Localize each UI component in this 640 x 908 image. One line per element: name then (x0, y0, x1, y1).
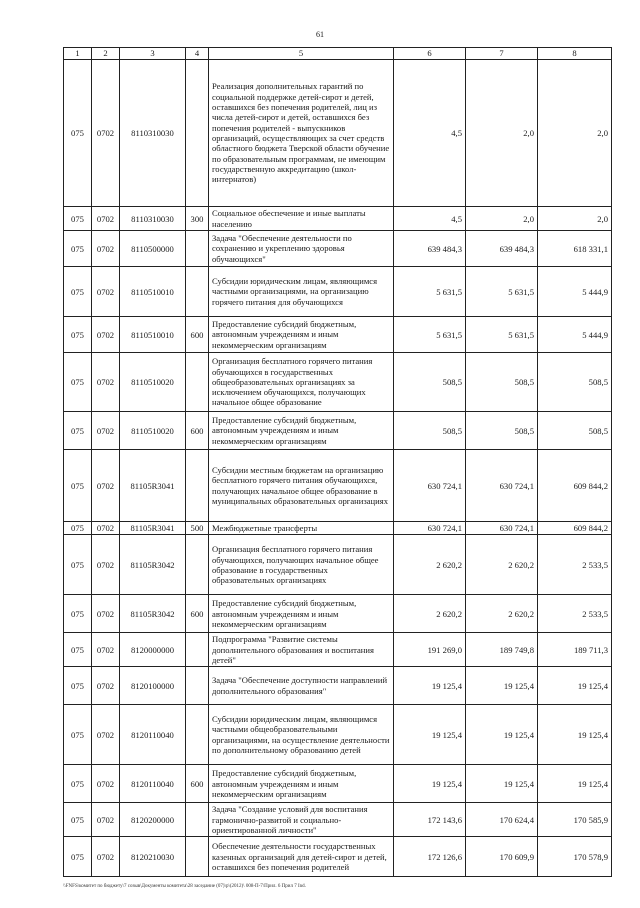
admin-code: 075 (64, 803, 92, 837)
expense-type: 300 (186, 207, 209, 231)
amount-col7: 508,5 (466, 412, 538, 450)
admin-code: 075 (64, 450, 92, 522)
admin-code: 075 (64, 765, 92, 803)
col-header-6: 6 (394, 48, 466, 60)
description: Субсидии юридическим лицам, являющимся частными организациями, на организацию горячего питания для обучающихся (209, 267, 394, 317)
amount-col6: 19 125,4 (394, 765, 466, 803)
amount-col7: 5 631,5 (466, 317, 538, 353)
amount-col7: 170 609,9 (466, 837, 538, 877)
section-code: 0702 (92, 231, 120, 267)
amount-col7: 5 631,5 (466, 267, 538, 317)
target-code: 8110510020 (120, 353, 186, 412)
table-row (64, 837, 612, 877)
amount-col7: 2,0 (466, 207, 538, 231)
expense-type (186, 450, 209, 522)
expense-type: 600 (186, 317, 209, 353)
description: Реализация дополнительных гарантий по социальной поддержке детей-сирот и детей, оставшихся без попечения родителей, лиц из числа детей-сирот и детей, оставшихся без попечения родителей - выпускников организаций, осуществляющих за счет средств областного бюджета Тверской области обучение по образовательным программам, не имеющим государственную аккредитацию (школ-интернатов) (209, 60, 394, 207)
target-code: 8120200000 (120, 803, 186, 837)
budget-table (63, 47, 612, 877)
target-code: 8110310030 (120, 60, 186, 207)
amount-col6: 2 620,2 (394, 595, 466, 633)
amount-col8: 19 125,4 (538, 765, 612, 803)
expense-type: 600 (186, 595, 209, 633)
table-row (64, 267, 612, 317)
admin-code: 075 (64, 231, 92, 267)
target-code: 8120110040 (120, 765, 186, 803)
table-row (64, 412, 612, 450)
table-row (64, 207, 612, 231)
section-code: 0702 (92, 705, 120, 765)
amount-col7: 639 484,3 (466, 231, 538, 267)
amount-col8: 609 844,2 (538, 522, 612, 535)
amount-col6: 630 724,1 (394, 522, 466, 535)
amount-col6: 2 620,2 (394, 535, 466, 595)
amount-col7: 630 724,1 (466, 522, 538, 535)
description: Задача "Обеспечение доступности направлений дополнительного образования" (209, 667, 394, 705)
expense-type: 600 (186, 412, 209, 450)
target-code: 81105R3042 (120, 595, 186, 633)
amount-col7: 2,0 (466, 60, 538, 207)
col-header-4: 4 (186, 48, 209, 60)
amount-col8: 189 711,3 (538, 633, 612, 667)
amount-col7: 170 624,4 (466, 803, 538, 837)
target-code: 8120100000 (120, 667, 186, 705)
amount-col8: 170 585,9 (538, 803, 612, 837)
expense-type (186, 705, 209, 765)
target-code: 8120000000 (120, 633, 186, 667)
table-row (64, 803, 612, 837)
section-code: 0702 (92, 317, 120, 353)
section-code: 0702 (92, 633, 120, 667)
section-code: 0702 (92, 60, 120, 207)
amount-col8: 2 533,5 (538, 595, 612, 633)
admin-code: 075 (64, 535, 92, 595)
amount-col8: 508,5 (538, 412, 612, 450)
target-code: 8110510010 (120, 317, 186, 353)
amount-col6: 19 125,4 (394, 667, 466, 705)
target-code: 8120210030 (120, 837, 186, 877)
amount-col7: 2 620,2 (466, 595, 538, 633)
amount-col7: 508,5 (466, 353, 538, 412)
amount-col8: 2 533,5 (538, 535, 612, 595)
description: Социальное обеспечение и иные выплаты населению (209, 207, 394, 231)
amount-col6: 5 631,5 (394, 317, 466, 353)
amount-col8: 618 331,1 (538, 231, 612, 267)
amount-col7: 630 724,1 (466, 450, 538, 522)
col-header-3: 3 (120, 48, 186, 60)
target-code: 8110310030 (120, 207, 186, 231)
col-header-1: 1 (64, 48, 92, 60)
amount-col7: 19 125,4 (466, 705, 538, 765)
description: Организация бесплатного горячего питания обучающихся в государственных общеобразовательных организациях за исключением обучающихся, получающих начальное общее образование (209, 353, 394, 412)
amount-col6: 191 269,0 (394, 633, 466, 667)
amount-col6: 5 631,5 (394, 267, 466, 317)
amount-col8: 170 578,9 (538, 837, 612, 877)
table-row (64, 450, 612, 522)
expense-type: 500 (186, 522, 209, 535)
amount-col7: 19 125,4 (466, 765, 538, 803)
amount-col6: 172 143,6 (394, 803, 466, 837)
description: Предоставление субсидий бюджетным, автономным учреждениям и иным некоммерческим организациям (209, 765, 394, 803)
table-row (64, 667, 612, 705)
target-code: 8120110040 (120, 705, 186, 765)
col-header-8: 8 (538, 48, 612, 60)
section-code: 0702 (92, 765, 120, 803)
col-header-5: 5 (209, 48, 394, 60)
file-path-footer: \\FNFS\комитет по бюджету\7 созыв\Документы комитета\28 заседание (07)\р\(2012)\ 008-П-7\Прил. 6 Прил 7 Ind. (63, 884, 306, 889)
expense-type (186, 535, 209, 595)
col-header-7: 7 (466, 48, 538, 60)
target-code: 81105R3041 (120, 522, 186, 535)
description: Межбюджетные трансферты (209, 522, 394, 535)
description: Предоставление субсидий бюджетным, автономным учреждениям и иным некоммерческим организациям (209, 412, 394, 450)
expense-type (186, 803, 209, 837)
amount-col6: 172 126,6 (394, 837, 466, 877)
amount-col6: 4,5 (394, 60, 466, 207)
amount-col8: 508,5 (538, 353, 612, 412)
admin-code: 075 (64, 207, 92, 231)
section-code: 0702 (92, 595, 120, 633)
header-row (64, 48, 612, 60)
admin-code: 075 (64, 267, 92, 317)
amount-col6: 508,5 (394, 412, 466, 450)
expense-type: 600 (186, 765, 209, 803)
admin-code: 075 (64, 60, 92, 207)
section-code: 0702 (92, 522, 120, 535)
description: Субсидии юридическим лицам, являющимся частными общеобразовательными организациями, на осуществление деятельности по дополнительному образованию детей (209, 705, 394, 765)
col-header-2: 2 (92, 48, 120, 60)
section-code: 0702 (92, 353, 120, 412)
amount-col7: 19 125,4 (466, 667, 538, 705)
amount-col8: 5 444,9 (538, 317, 612, 353)
target-code: 8110510010 (120, 267, 186, 317)
description: Подпрограмма "Развитие системы дополнительного образования и воспитания детей" (209, 633, 394, 667)
target-code: 8110510020 (120, 412, 186, 450)
amount-col8: 5 444,9 (538, 267, 612, 317)
table-row (64, 231, 612, 267)
amount-col6: 508,5 (394, 353, 466, 412)
section-code: 0702 (92, 267, 120, 317)
table-row (64, 705, 612, 765)
page-number: 61 (316, 30, 324, 39)
expense-type (186, 667, 209, 705)
description: Организация бесплатного горячего питания обучающихся, получающих начальное общее образование в государственных образовательных организациях (209, 535, 394, 595)
amount-col6: 19 125,4 (394, 705, 466, 765)
table-row (64, 317, 612, 353)
table-row (64, 633, 612, 667)
admin-code: 075 (64, 317, 92, 353)
amount-col8: 19 125,4 (538, 667, 612, 705)
description: Задача "Обеспечение деятельности по сохранению и укреплению здоровья обучающихся" (209, 231, 394, 267)
admin-code: 075 (64, 412, 92, 450)
expense-type (186, 837, 209, 877)
admin-code: 075 (64, 522, 92, 535)
amount-col8: 609 844,2 (538, 450, 612, 522)
amount-col6: 4,5 (394, 207, 466, 231)
expense-type (186, 353, 209, 412)
amount-col8: 2,0 (538, 60, 612, 207)
table-row (64, 765, 612, 803)
expense-type (186, 60, 209, 207)
section-code: 0702 (92, 412, 120, 450)
admin-code: 075 (64, 705, 92, 765)
amount-col8: 2,0 (538, 207, 612, 231)
admin-code: 075 (64, 837, 92, 877)
section-code: 0702 (92, 667, 120, 705)
table-row (64, 535, 612, 595)
description: Обеспечение деятельности государственных казенных организаций для детей-сирот и детей, оставшихся без попечения родителей (209, 837, 394, 877)
admin-code: 075 (64, 595, 92, 633)
target-code: 81105R3042 (120, 535, 186, 595)
admin-code: 075 (64, 633, 92, 667)
admin-code: 075 (64, 353, 92, 412)
expense-type (186, 231, 209, 267)
table-row (64, 60, 612, 207)
amount-col6: 630 724,1 (394, 450, 466, 522)
table-row (64, 595, 612, 633)
expense-type (186, 633, 209, 667)
section-code: 0702 (92, 803, 120, 837)
section-code: 0702 (92, 450, 120, 522)
description: Субсидии местным бюджетам на организацию бесплатного горячего питания обучающихся, получающих начальное общее образование в муниципальных образовательных организациях (209, 450, 394, 522)
target-code: 81105R3041 (120, 450, 186, 522)
section-code: 0702 (92, 837, 120, 877)
table-row (64, 353, 612, 412)
admin-code: 075 (64, 667, 92, 705)
description: Предоставление субсидий бюджетным, автономным учреждениям и иным некоммерческим организациям (209, 595, 394, 633)
description: Предоставление субсидий бюджетным, автономным учреждениям и иным некоммерческим организациям (209, 317, 394, 353)
amount-col6: 639 484,3 (394, 231, 466, 267)
table-row (64, 522, 612, 535)
amount-col7: 2 620,2 (466, 535, 538, 595)
amount-col7: 189 749,8 (466, 633, 538, 667)
section-code: 0702 (92, 535, 120, 595)
amount-col8: 19 125,4 (538, 705, 612, 765)
section-code: 0702 (92, 207, 120, 231)
target-code: 8110500000 (120, 231, 186, 267)
description: Задача "Создание условий для воспитания гармонично-развитой и социально-ориентированной личности" (209, 803, 394, 837)
expense-type (186, 267, 209, 317)
